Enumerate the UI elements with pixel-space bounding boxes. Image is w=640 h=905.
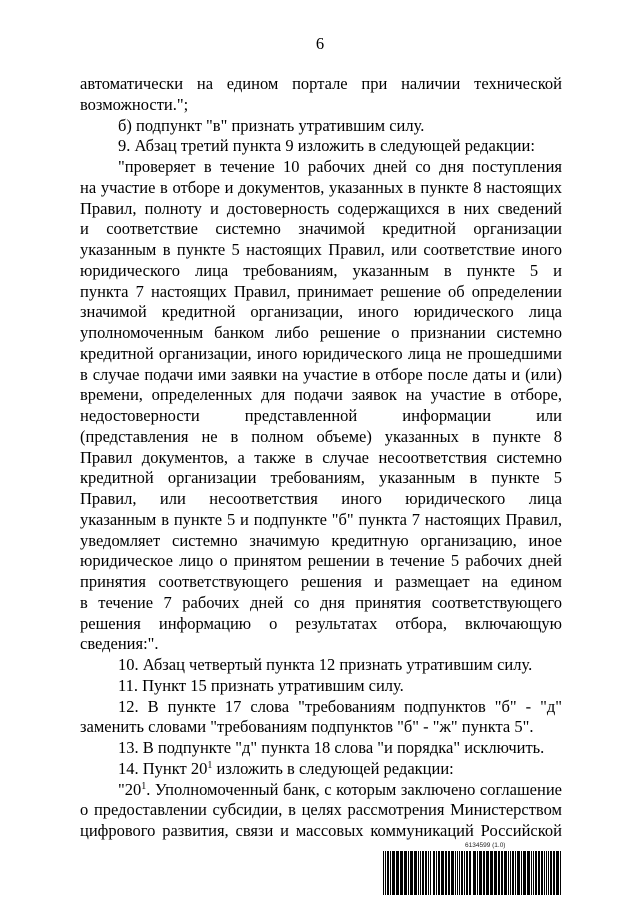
barcode-bar: [410, 851, 413, 895]
document-body: [80, 74, 562, 842]
barcode-bar: [425, 851, 427, 895]
barcode-bar: [383, 851, 384, 895]
barcode-bar: [466, 851, 468, 895]
text-line: [80, 95, 562, 116]
barcode-bar: [433, 851, 435, 895]
text-line: [80, 717, 562, 738]
text-line: [80, 344, 562, 365]
text-line: [80, 199, 562, 220]
line-text: 9. Абзац третий пункта 9 изложить в следующей редакции:: [118, 136, 535, 156]
text-line: [80, 821, 562, 842]
text-line: [80, 572, 562, 593]
line-text: пункта 7 настоящих Правил, принимает решение об определении: [80, 281, 562, 301]
barcode-bar: [527, 851, 530, 895]
line-text: автоматически на едином портале при наличии технической: [80, 74, 562, 93]
line-text: кредитной организации требованиям, указанным в пункте 5: [80, 468, 562, 488]
barcode-bar: [420, 851, 421, 895]
text-line: [80, 655, 562, 676]
barcode-bar: [422, 851, 424, 895]
page-number: 6: [315, 34, 325, 53]
barcode-bar: [408, 851, 409, 895]
barcode-bar: [441, 851, 444, 895]
barcode-bar: [461, 851, 463, 895]
text-line: [80, 510, 562, 531]
barcode-bar: [464, 851, 465, 895]
line-text: и соответствие системно значимой кредитной организации: [80, 219, 562, 239]
barcode-bar: [392, 851, 395, 895]
barcode-bar: [515, 851, 516, 895]
text-line: [80, 261, 562, 282]
text-line: [80, 780, 562, 801]
line-text: 10. Абзац четвертый пункта 12 признать утратившим силу.: [118, 655, 533, 674]
barcode-bar: [512, 851, 514, 895]
line-text: в случае подачи ими заявки на участие в отборе после даты и (или): [80, 364, 562, 384]
barcode-bar: [414, 851, 417, 895]
text-line: [80, 800, 562, 821]
barcode-caption: 6134599 (1.0): [465, 842, 506, 849]
barcode-bar: [533, 851, 534, 895]
text-line: [80, 406, 562, 427]
text-line: [80, 219, 562, 240]
line-text: Правил, или несоответствия иного юридического лица: [80, 489, 562, 508]
line-text: б) подпункт "в" признать утратившим силу.: [118, 115, 425, 135]
text-line: [80, 240, 562, 261]
barcode-bar: [508, 851, 509, 895]
barcode-bar: [385, 851, 386, 895]
barcode-bar: [390, 851, 391, 895]
barcode-bar: [490, 851, 493, 895]
barcode-bar: [477, 851, 478, 895]
text-line: [80, 468, 562, 489]
barcode-bar: [548, 851, 549, 895]
barcode-bar: [521, 851, 522, 895]
text-line: [80, 282, 562, 303]
line-text: "проверяет в течение 10 рабочих дней со дня поступления: [118, 157, 562, 176]
barcode-bar: [544, 851, 545, 895]
text-line: [80, 697, 562, 718]
barcode-bar: [535, 851, 537, 895]
line-text: 11. Пункт 15 признать утратившим силу.: [118, 675, 404, 695]
barcode-bar: [538, 851, 540, 895]
barcode-bar: [553, 851, 555, 895]
barcode-bar: [504, 851, 507, 895]
line-text-after: . Уполномоченный банк, с которым заключено соглашение: [146, 779, 562, 799]
barcode-bar: [550, 851, 552, 895]
text-line: [80, 302, 562, 323]
barcode-bar: [404, 851, 407, 895]
barcode-bar: [486, 851, 489, 895]
barcode-bar: [510, 851, 511, 895]
text-line: [80, 74, 562, 95]
barcode-bar: [483, 851, 485, 895]
barcode-bar: [387, 851, 389, 895]
text-line: [80, 593, 562, 614]
text-line: [80, 323, 562, 344]
line-text: кредитной организации, иного юридического лица не прошедшими: [80, 343, 562, 363]
text-line: [80, 489, 562, 510]
barcode-bar: [451, 851, 454, 895]
text-line: [80, 136, 562, 157]
barcode-bar: [541, 851, 543, 895]
line-text: принятия соответствующего решения и размещает на едином: [80, 572, 562, 591]
superscript: 1: [207, 759, 213, 771]
line-text: о предоставлении субсидии, в целях рассмотрения Министерством: [80, 800, 562, 820]
barcode-bar: [438, 851, 440, 895]
barcode-bar: [531, 851, 532, 895]
barcode-bar: [494, 851, 497, 895]
text-line: [80, 614, 562, 635]
line-text: юридического лица требованиям, указанным в пункте 5 и: [80, 260, 562, 280]
line-text-after: изложить в следующей редакции:: [212, 758, 454, 778]
barcode-bar: [501, 851, 503, 895]
line-text: решения информацию о результатах отбора, включающую: [80, 613, 562, 633]
text-line: [80, 634, 562, 655]
text-line: [80, 448, 562, 469]
text-line: [80, 427, 562, 448]
barcode-bar: [546, 851, 547, 895]
line-text: возможности.";: [80, 94, 189, 114]
line-text: Правил, полноту и достоверность содержащихся в них сведений: [80, 198, 562, 218]
barcode-bar: [400, 851, 403, 895]
barcode-bar: [556, 851, 559, 895]
line-text: 14. Пункт 20: [118, 758, 208, 778]
barcode-bar: [396, 851, 399, 895]
barcode-bar: [428, 851, 429, 895]
barcode-bars: [383, 851, 563, 895]
text-line: [80, 178, 562, 199]
barcode-bar: [457, 851, 458, 895]
barcode-bar: [418, 851, 419, 895]
line-text: времени, определенных для подачи заявок на участие в отборе,: [80, 385, 562, 405]
barcode-bar: [448, 851, 450, 895]
barcode-bar: [455, 851, 456, 895]
line-text: указанным в пункте 5 настоящих Правил, или соответствие иного: [80, 240, 562, 259]
line-text: указанным в пункте 5 и подпункте "б" пункта 7 настоящих Правил,: [80, 509, 562, 529]
line-text: в течение 7 рабочих дней со дня принятия соответствующего: [80, 592, 562, 612]
line-text: 13. В подпункте "д" пункта 18 слова "и порядка" исключить.: [118, 738, 545, 757]
text-line: [80, 116, 562, 137]
line-text: "20: [118, 779, 142, 799]
barcode-bar: [469, 851, 471, 895]
text-line: [80, 551, 562, 572]
text-line: [80, 365, 562, 386]
barcode: [383, 842, 563, 896]
line-text: значимой кредитной организации, иного юридического лица: [80, 302, 562, 322]
line-text: сведения:".: [80, 634, 159, 654]
line-text: Правил документов, а также в случае несоответствия системно: [80, 447, 562, 467]
line-text: (представления не в полном объеме) указанных в пункте 8: [80, 426, 562, 446]
line-text: уполномоченным банком либо решение о признании системно: [80, 323, 562, 342]
text-line: [80, 676, 562, 697]
line-text: на участие в отборе и документов, указанных в пункте 8 настоящих: [80, 177, 562, 197]
barcode-bar: [479, 851, 482, 895]
barcode-bar: [459, 851, 460, 895]
text-line: [80, 759, 562, 780]
barcode-bar: [430, 851, 431, 895]
barcode-bar: [517, 851, 520, 895]
line-text: недостоверности представленной информации или: [80, 406, 562, 425]
line-text: цифрового развития, связи и массовых коммуникаций Российской: [80, 821, 562, 840]
superscript: 1: [141, 780, 147, 792]
line-text: 12. В пункте 17 слова "требованиям подпунктов "б" - "д": [118, 696, 562, 716]
barcode-bar: [473, 851, 476, 895]
barcode-bar: [498, 851, 500, 895]
barcode-bar: [523, 851, 526, 895]
text-line: [80, 157, 562, 178]
text-line: [80, 385, 562, 406]
barcode-bar: [560, 851, 561, 895]
text-line: [80, 531, 562, 552]
barcode-bar: [445, 851, 447, 895]
line-text: заменить словами "требованиям подпунктов "б" - "ж" пункта 5".: [80, 717, 534, 737]
barcode-bar: [436, 851, 437, 895]
line-text: юридическое лицо о принятом решении в течение 5 рабочих дней: [80, 551, 562, 571]
text-line: [80, 738, 562, 759]
line-text: уведомляет системно значимую кредитную организацию, иное: [80, 530, 562, 550]
